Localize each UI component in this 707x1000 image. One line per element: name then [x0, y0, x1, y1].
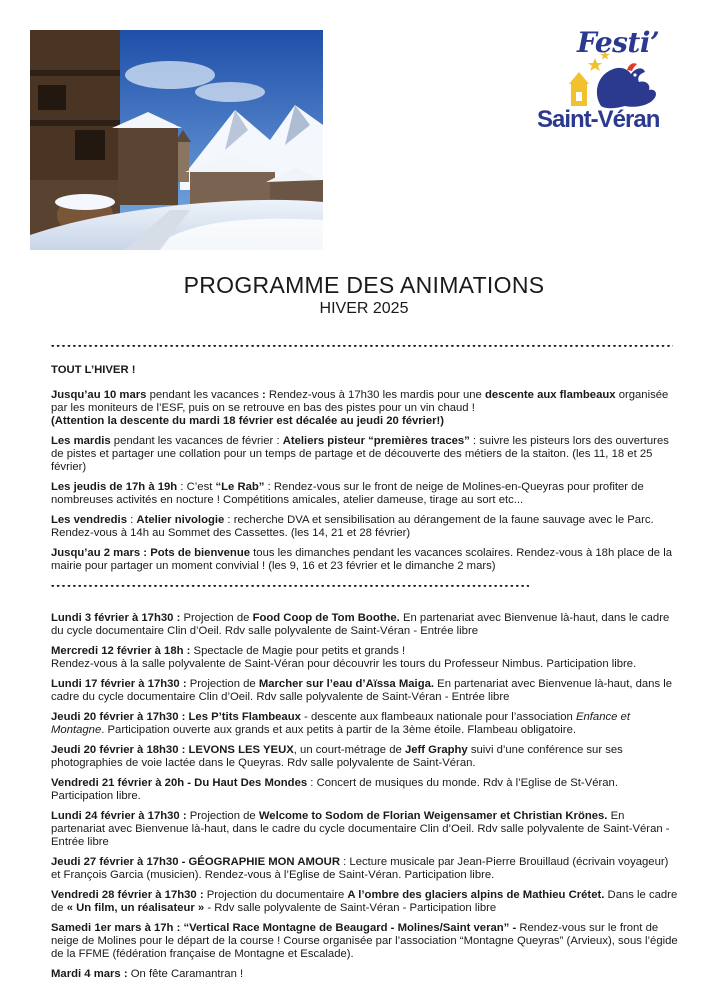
entry-text: Projection de — [186, 678, 259, 690]
entry-bold-text: Mardi 4 mars : — [51, 968, 128, 980]
entry-bold-text: Samedi 1er mars à 17h : “Vertical Race Montagne de Beaugard - Molines/Saint veran” - — [51, 922, 517, 934]
entry-bold-text: Les jeudis de 17h à 19h — [51, 481, 178, 493]
entry-bold-text: Jeudi 20 février à 18h30 : LEVONS LES YEUX — [51, 744, 294, 756]
event-entry — [51, 889, 679, 915]
entry-bold-text: Jeudi 20 février à 17h30 : Les P’tits Flambeaux — [51, 711, 301, 723]
entry-text: : — [126, 514, 137, 526]
logo-text-saint-veran: Saint-Véran — [537, 106, 660, 133]
entry-text: pendant les vacances — [146, 389, 263, 401]
entry-bold-text: Jeff Graphy — [404, 744, 468, 756]
entry-bold-text: : — [262, 389, 266, 401]
entry-text: : recherche DVA et sensibilisation au dérangement de la faune sauvage avec le Parc. Rendez-vous à 14h au Sommet des Cassettes. (les 14, 21 et 28 février) — [51, 514, 654, 539]
entry-text: - Rdv salle polyvalente de Saint-Véran - Participation libre — [204, 902, 497, 914]
entry-text: En partenariat avec Bienvenue là-haut, dans le cadre du cycle documentaire Clin d’Oeil. Rdv salle polyvalente de Saint-Véran - Entrée libre — [51, 810, 670, 848]
entry-text: pendant les vacances de février : — [110, 435, 283, 447]
entry-text: Projection de — [186, 810, 259, 822]
entry-bold-text: Marcher sur l’eau d’Aïssa Maiga. — [258, 678, 435, 690]
winter-entry — [51, 389, 679, 428]
entry-text: Dans le cadre de — [51, 889, 678, 914]
event-entry — [51, 645, 679, 671]
entry-bold-text: Vendredi 21 février à 20h - Du Haut Des Mondes — [51, 777, 308, 789]
event-entry — [51, 922, 679, 961]
entry-text: Spectacle de Magie pour petits et grands ! — [193, 645, 406, 657]
event-entries — [51, 612, 679, 981]
entry-bold-text: Jusqu’au 2 mars : Pots de bienvenue — [51, 547, 251, 559]
entry-text: : suivre les pisteurs lors des ouvertures de pistes et partager une collation pour un temps de partage et de découverte des métiers de la staiton. (les 11, 18 et 25 février) — [51, 435, 669, 473]
entry-bold-text: (Attention la descente du mardi 18 février est décalée au jeudi 20 février!) — [51, 415, 445, 427]
entry-bold-text: Lundi 17 février à 17h30 : — [51, 678, 187, 690]
entry-bold-text: A l’ombre des glaciers alpins de Mathieu Crétet. — [347, 889, 605, 901]
winter-entry — [51, 547, 679, 573]
event-entry — [51, 744, 679, 770]
entry-text: On fête Caramantran ! — [127, 968, 244, 980]
entry-text: . Participation ouverte aux grands et aux petits à partir de la 3ème étoile. Flambeau obligatoire. — [101, 724, 576, 736]
page-title: PROGRAMME DES ANIMATIONS — [183, 272, 545, 298]
event-entry — [51, 777, 679, 803]
winter-entry — [51, 435, 679, 474]
entry-text: En partenariat avec Bienvenue là-haut, dans le cadre du cycle documentaire Clin d’Oeil. Rdv salle polyvalente de Saint-Véran - Entrée libre — [51, 678, 673, 703]
title-block — [0, 272, 707, 318]
entry-bold-text: Welcome to Sodom de Florian Weigensamer et Christian Krönes. — [258, 810, 608, 822]
festi-saint-veran-logo — [535, 24, 680, 139]
entry-bold-text: “Le Rab” — [215, 481, 265, 493]
entry-text: : Lecture musicale par Jean-Pierre Brouillaud (écrivain voyageur) et François Garcia (musicien). Rendez-vous à l’Eglise de Saint-Véran. Participation libre. — [51, 856, 669, 881]
entry-bold-text: Ateliers pisteur “premières traces” — [282, 435, 470, 447]
event-entry — [51, 612, 679, 638]
winter-entry — [51, 514, 679, 540]
entry-bold-text: descente aux flambeaux — [484, 389, 616, 401]
entry-bold-text: Jeudi 27 février à 17h30 - GÉOGRAPHIE MON AMOUR — [51, 856, 340, 868]
entry-text: : Concert de musiques du monde. Rdv à l’Eglise de St-Véran. Participation libre. — [51, 777, 618, 802]
entry-text: : Rendez-vous sur le front de neige de Molines-en-Queyras pour profiter de nombreuses activités en nocture ! Compétitions amicales, atelier dameuse, tirage au sort etc... — [51, 481, 644, 506]
entry-text: , un court-métrage de — [293, 744, 405, 756]
entry-bold-text: Les mardis — [51, 435, 111, 447]
entry-text: Projection de — [180, 612, 253, 624]
logo-text-festi: Festi’ — [577, 26, 660, 59]
entry-text: organisée par les moniteurs de l’ESF, puis on se retrouve en bas des pistes pour un vin chaud ! — [51, 389, 669, 414]
winter-entry — [51, 481, 679, 507]
entry-text: Projection du documentaire — [203, 889, 348, 901]
entry-text: En partenariat avec Bienvenue là-haut, dans le cadre du cycle documentaire Clin d’Oeil. Rdv salle polyvalente de Saint-Véran - Entrée libre — [51, 612, 670, 637]
event-entry — [51, 678, 679, 704]
entry-text: suivi d’une conférence sur ses photographies de voie lactée dans le Queyras. Rdv salle polyvalente de Saint-Véran. — [51, 744, 623, 769]
entry-italic-text: Enfance et Montagne — [51, 711, 630, 736]
event-entry — [51, 968, 679, 981]
page-subtitle: HIVER 2025 — [319, 300, 409, 317]
event-entry — [51, 711, 679, 737]
entry-bold-text: Atelier nivologie — [136, 514, 225, 526]
entry-text: Rendez-vous à 17h30 les mardis pour une — [265, 389, 485, 401]
entry-bold-text: Mercredi 12 février à 18h : — [51, 645, 194, 657]
entry-bold-text: Lundi 3 février à 17h30 : — [51, 612, 181, 624]
dotted-divider-middle — [51, 585, 529, 589]
entry-bold-text: Food Coop de Tom Boothe. — [252, 612, 400, 624]
village-photo — [30, 30, 323, 250]
entry-bold-text: « Un film, un réalisateur » — [66, 902, 205, 914]
entry-bold-text: Lundi 24 février à 17h30 : — [51, 810, 187, 822]
entry-text: - descente aux flambeaux nationale pour l’association — [300, 711, 576, 723]
dotted-divider-top — [51, 345, 673, 349]
entry-text: tous les dimanches pendant les vacances scolaires. Rendez-vous à 18h place de la mairie pour partager un moment convivial ! (les 9, 16 et 23 février et le dimanche 2 mars) — [51, 547, 673, 572]
entry-text: : C’est — [177, 481, 216, 493]
entry-bold-text: Vendredi 28 février à 17h30 : — [51, 889, 204, 901]
winter-entries — [51, 389, 679, 573]
entry-text: Rendez-vous sur le front de neige de Molines pour le départ de la course ! Course organisée par l’association “Montagne Queyras” (Arvieux), sous l’égide de la FFME (fédération française de Montagne et Escalade). — [51, 922, 678, 960]
events-section — [51, 612, 679, 988]
event-entry — [51, 810, 679, 849]
entry-text: Rendez-vous à la salle polyvalente de Saint-Véran pour découvrir les tours du Professeur Nimbus. Participation libre. — [51, 658, 637, 670]
event-entry — [51, 856, 679, 882]
entry-bold-text: Jusqu’au 10 mars — [51, 389, 147, 401]
section-heading: TOUT L’HIVER ! — [51, 364, 136, 376]
entry-bold-text: Les vendredis — [51, 514, 127, 526]
winter-section — [51, 364, 679, 580]
